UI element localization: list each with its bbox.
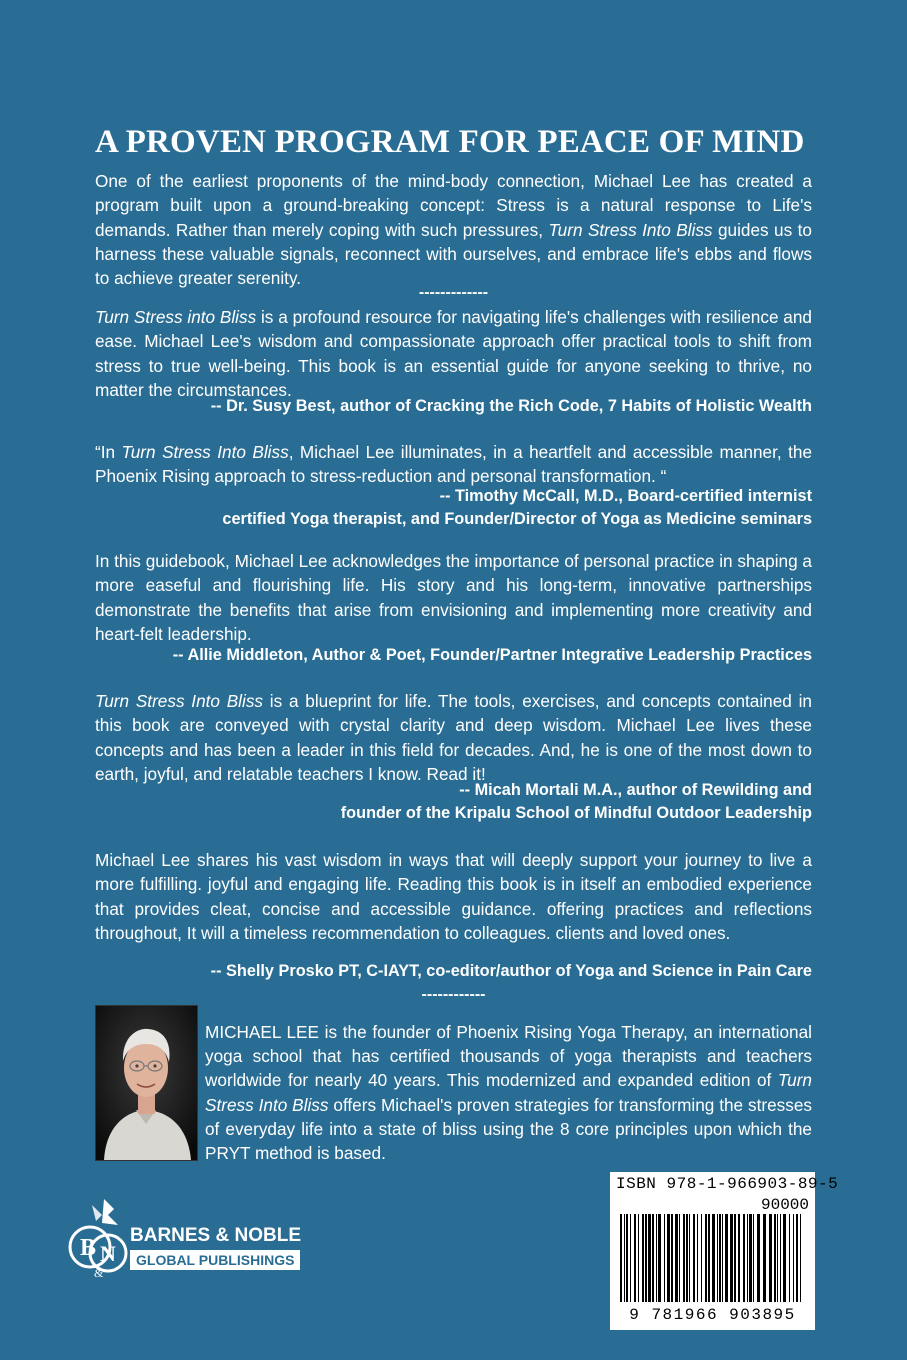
barcode-bars <box>620 1214 805 1304</box>
review-2-text: “In Turn Stress Into Bliss, Michael Lee illuminates, in a heartfelt and accessible manner, the Phoenix Rising approach to stress-reduction and personal transformation. “ <box>95 442 812 487</box>
publisher-logo <box>66 1195 366 1285</box>
separator: ------------- <box>418 284 489 301</box>
separator: ------------ <box>421 986 486 1003</box>
review-5-text: Michael Lee shares his vast wisdom in ways that will deeply support your journey to live a more fulfilling. joyful and engaging life. Reading this book is in itself an embodied experience that provides cleat, concise and accessible guidance. offering practices and reflections throughout, It will a timeless recommendation to colleagues. clients and loved ones. <box>95 850 812 943</box>
review-3-text: In this guidebook, Michael Lee acknowledges the importance of personal practice in shaping a more easeful and flourishing life. His story and his long-term, innovative partnerships demonstrate the benefits that arise from envisioning and implementing more creativity and heart-felt leadership. <box>95 551 812 644</box>
publisher-name: BARNES & NOBLE <box>130 1225 302 1246</box>
review-1-attribution: -- Dr. Susy Best, author of Cracking the Rich Code, 7 Habits of Holistic Wealth <box>210 397 812 415</box>
price-code: 90000 <box>760 1196 809 1214</box>
intro-paragraph: One of the earliest proponents of the mind-body connection, Michael Lee has created a program built upon a ground-breaking concept: Stress is a natural response to Life's demands. Rather than merely coping with such pressures, Turn Stress Into Bliss guides us to harness these valuable signals, reconnect with ourselves, and embrace life's ebbs and flows to achieve greater serenity. <box>95 171 812 289</box>
barcode-number: 9 781966 903895 <box>629 1306 796 1324</box>
review-2-attribution-line-2: certified Yoga therapist, and Founder/Director of Yoga as Medicine seminars <box>222 510 812 528</box>
review-2-attribution-line-1: -- Timothy McCall, M.D., Board-certified internist <box>439 487 812 505</box>
review-4-attribution-line-2: founder of the Kripalu School of Mindful Outdoor Leadership <box>340 804 812 822</box>
review-5-attribution: -- Shelly Prosko PT, C-IAYT, co-editor/author of Yoga and Science in Pain Care <box>210 962 812 980</box>
publisher-monogram-icon <box>66 1195 130 1285</box>
isbn-barcode <box>610 1172 839 1330</box>
author-photo <box>95 1005 198 1161</box>
review-1-text: Turn Stress into Bliss is a profound resource for navigating life's challenges with resilience and ease. Michael Lee's wisdom and compassionate approach offer practical tools to shift from stress to true well-being. This book is an essential guide for anyone seeking to thrive, no matter the circumstances. <box>95 307 812 400</box>
svg-text:&: & <box>94 1266 104 1280</box>
headline: A PROVEN PROGRAM FOR PEACE OF MIND <box>95 124 805 160</box>
review-4-attribution-line-1: -- Micah Mortali M.A., author of Rewilding and <box>459 781 812 799</box>
svg-text:B: B <box>80 1235 97 1261</box>
publisher-subtitle: GLOBAL PUBLISHINGS <box>130 1250 300 1270</box>
review-4-text: Turn Stress Into Bliss is a blueprint for life. The tools, exercises, and concepts contained in this book are conveyed with crystal clarity and deep wisdom. Michael Lee lives these concepts and has been a leader in this field for decades. And, he is one of the most down to earth, joyful, and relatable teachers I know. Read it! <box>95 691 812 784</box>
author-bio: MICHAEL LEE is the founder of Phoenix Rising Yoga Therapy, an international yoga school that has certified thousands of yoga therapists and teachers worldwide for nearly 40 years. This modernized and expanded edition of Turn Stress Into Bliss offers Michael's proven strategies for transforming the stresses of everyday life into a state of bliss using the 8 core principles upon which the PRYT method is based. <box>205 1022 813 1164</box>
isbn-label: ISBN 978-1-966903-89-5 <box>616 1175 839 1193</box>
review-3-attribution: -- Allie Middleton, Author & Poet, Founder/Partner Integrative Leadership Practices <box>172 646 812 664</box>
svg-text:N: N <box>100 1241 116 1266</box>
